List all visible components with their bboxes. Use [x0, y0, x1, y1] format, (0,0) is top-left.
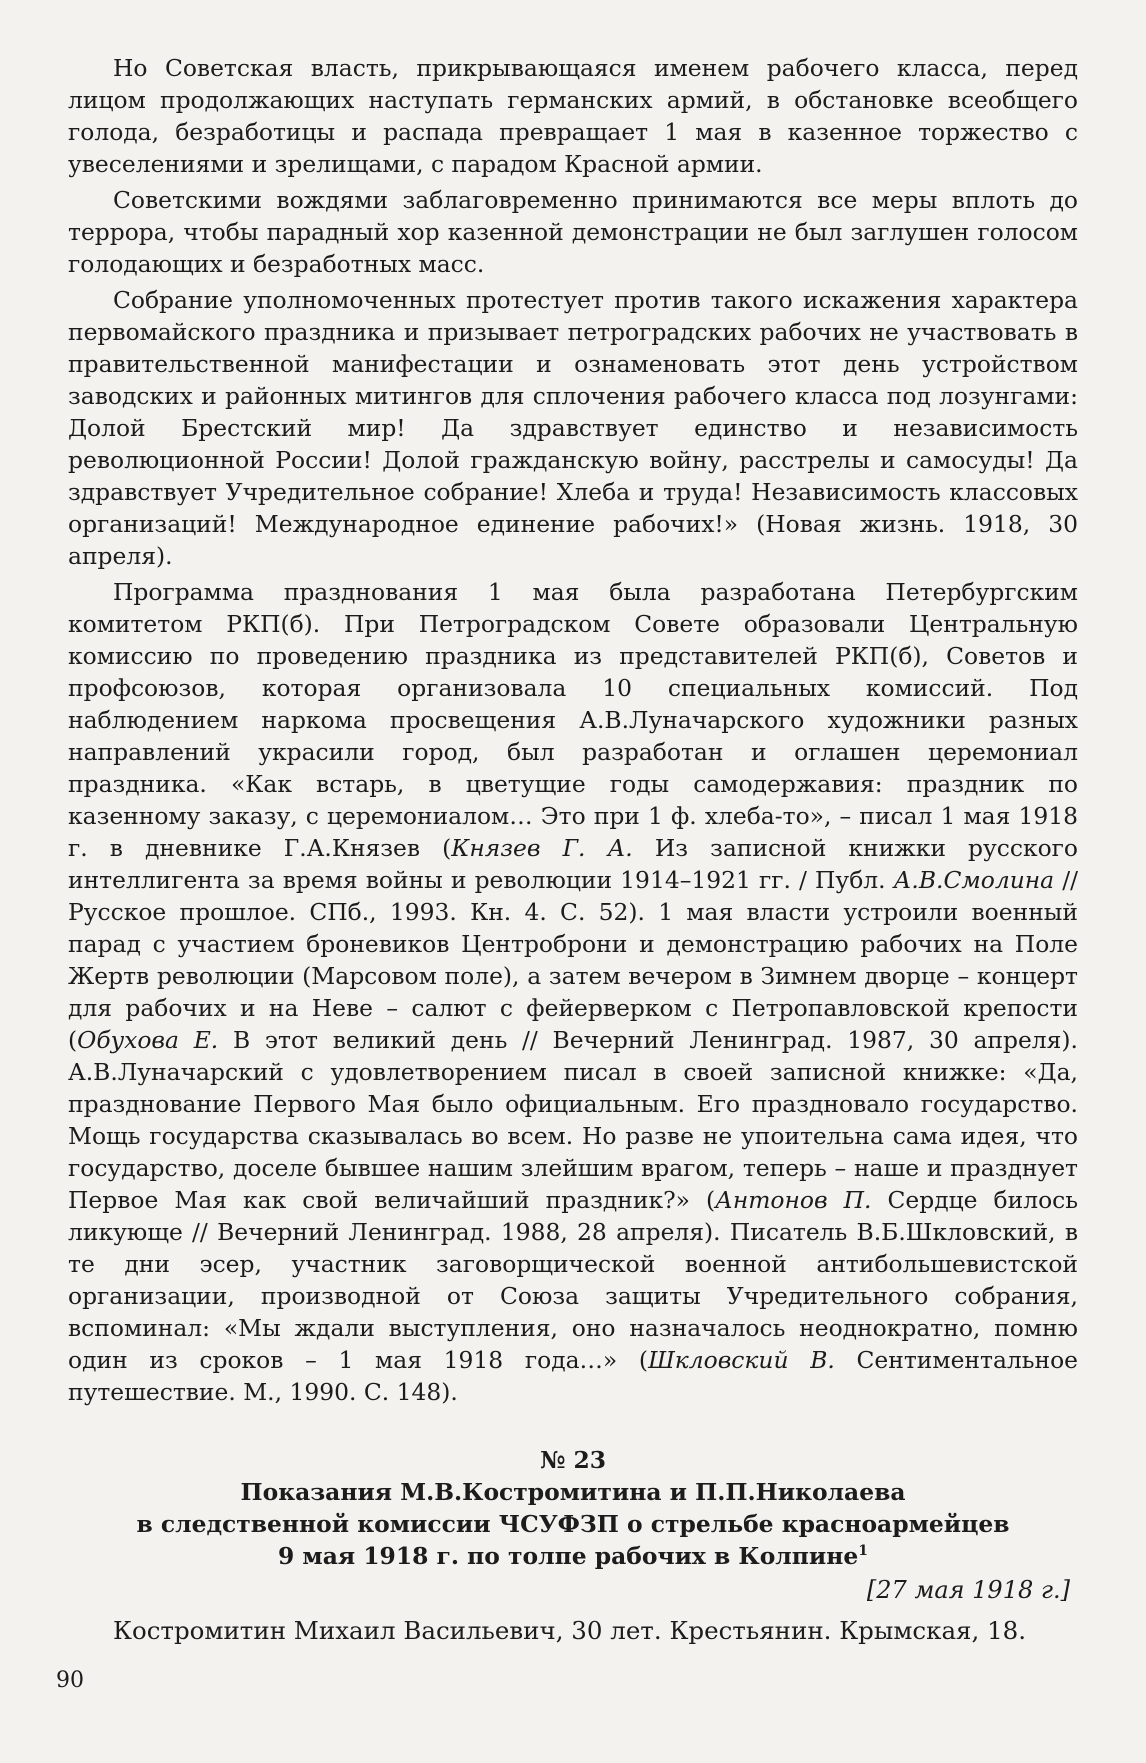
paragraph-4-text-d: В этот великий день // Вечерний Ленинград. 1987, 30 апреля). А.В.Луначарский с удовлетворением писал в своей записной книжке: «Да, празднование Первого Мая было официальным. Его праздновало государство. Мощь государства сказывалась во всем. Но разве не упоительна сама идея, что государство, доселе бывшее нашим злейшим врагом, теперь – наше и празднует Первое Мая как свой величайший праздник?» ( [68, 1026, 1078, 1214]
speaker-intro: Костромитин Михаил Васильевич, 30 лет. Крестьянин. Крымская, 18. [113, 1616, 1027, 1645]
document-number: № 23 [539, 1446, 607, 1474]
citation-author-antonov: Антонов П. [715, 1186, 872, 1214]
paragraph-4-text-e: Сердце билось ликующе // Вечерний Ленинград. 1988, 28 апреля). Писатель В.Б.Шкловский, в те дни эсер, участник заговорщической военной антибольшевистской организации, производной от Союза защиты Учредительного собрания, вспоминал: «Мы ждали выступления, оно назначалось неоднократно, помню один из сроков – 1 мая 1918 года…» ( [68, 1186, 1078, 1374]
footnote-mark: 1 [858, 1543, 869, 1560]
paragraph-4 [68, 576, 1078, 1408]
paragraph-4-text-c: // Русское прошлое. СПб., 1993. Кн. 4. С. 52). 1 мая власти устроили военный парад с участием броневиков Центроброни и демонстрацию рабочих на Поле Жертв революции (Марсовом поле), а затем вечером в Зимнем дворце – концерт для рабочих и на Неве – салют с фейерверком с Петропавловской крепости ( [68, 866, 1078, 1054]
paragraph-4-text-f: Сентиментальное путешествие. М., 1990. С. 148). [68, 1346, 1078, 1406]
paragraph-3: Собрание уполномоченных протестует против такого искажения характера первомайского праздника и призывает петроградских рабочих не участвовать в правительственной манифестации и ознаменовать этот день устройством заводских и районных митингов для сплочения рабочего класса под лозунгами: Долой Брестский мир! Да здравствует единство и независимость революционной России! Долой гражданскую войну, расстрелы и самосуды! Да здравствует Учредительное собрание! Хлеба и труда! Независимость классовых организаций! Международное единение рабочих!» (Новая жизнь. 1918, 30 апреля). [68, 286, 1078, 570]
document-title-line-3-text: 9 мая 1918 г. по толпе рабочих в Колпине [277, 1542, 859, 1570]
document-date: [27 мая 1918 г.] [866, 1576, 1070, 1604]
document-title-line-1: Показания М.В.Костромитина и П.П.Николаева [240, 1478, 906, 1506]
document-title-line-2: в следственной комиссии ЧСУФЗП о стрельбе красноармейцев [136, 1510, 1010, 1538]
citation-author-shklovsky: Шкловский В. [648, 1346, 835, 1374]
page-body [68, 52, 1078, 1647]
paragraph-1: Но Советская власть, прикрывающаяся именем рабочего класса, перед лицом продолжающих наступать германских армий, в обстановке всеобщего голода, безработицы и распада превращает 1 мая в казенное торжество с увеселениями и зрелищами, с парадом Красной армии. [68, 54, 1078, 178]
citation-author-knyazev: Князев Г. А. [451, 834, 633, 862]
paragraph-4-text-b: Из записной книжки русского интеллигента за время войны и революции 1914–1921 гг. / Публ. [68, 834, 1078, 894]
document-title-line-3 [68, 1540, 1078, 1572]
citation-author-obukhova: Обухова Е. [77, 1026, 219, 1054]
page-number: 90 [56, 1668, 84, 1693]
paragraph-4-text-a: Программа празднования 1 мая была разработана Петербургским комитетом РКП(б). При Петроградском Совете образовали Центральную комиссию по проведению праздника из представителей РКП(б), Советов и профсоюзов, которая организовала 10 специальных комиссий. Под наблюдением наркома просвещения А.В.Луначарского художники разных направлений украсили город, был разработан и оглашен церемониал праздника. «Как встарь, в цветущие годы самодержавия: праздник по казенному заказу, с церемониалом… Это при 1 ф. хлеба-то», – писал 1 мая 1918 г. в дневнике Г.А.Князев ( [68, 578, 1078, 862]
citation-author-smolina: А.В.Смолина [893, 866, 1055, 894]
paragraph-2: Советскими вождями заблаговременно принимаются все меры вплоть до террора, чтобы парадный хор казенной демонстрации не был заглушен голосом голодающих и безработных масс. [68, 186, 1078, 278]
